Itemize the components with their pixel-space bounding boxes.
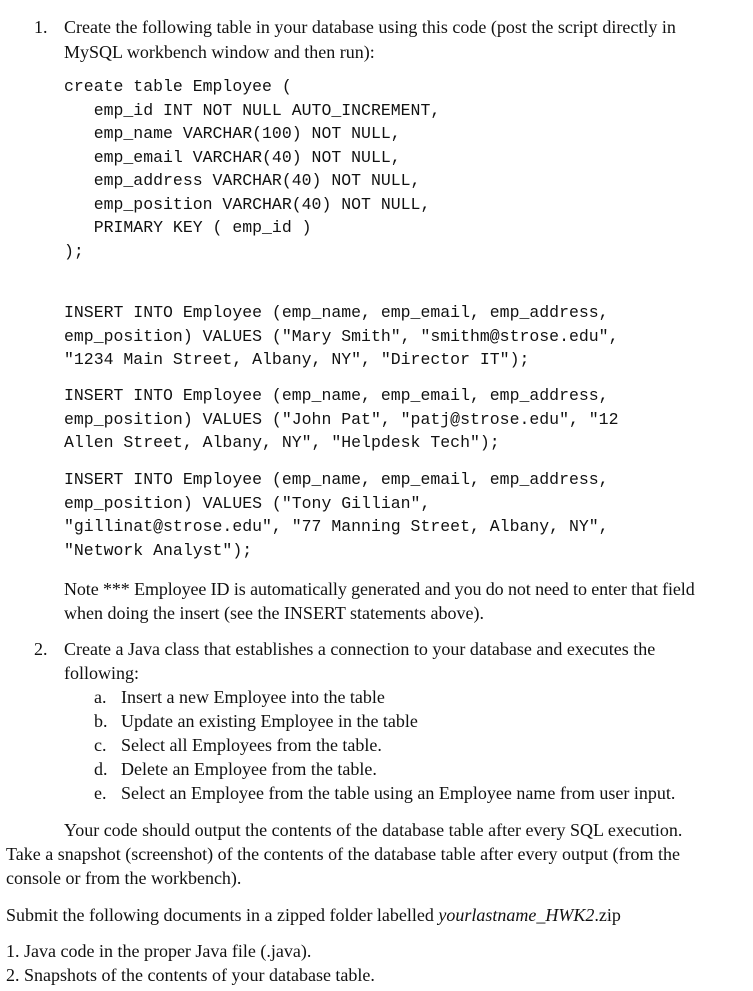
create-table-code-block <box>64 75 440 263</box>
code-line: emp_id INT NOT NULL AUTO_INCREMENT, <box>64 100 441 120</box>
code-line: INSERT INTO Employee (emp_name, emp_email, emp_address, <box>64 386 609 405</box>
submit-item-1: 1. Java code in the proper Java file (.java). <box>6 941 312 961</box>
code-line: Allen Street, Albany, NY", "Helpdesk Tech"); <box>64 433 500 452</box>
code-line: "gillinat@strose.edu", "77 Manning Street, Albany, NY", <box>64 517 609 536</box>
code-line: ); <box>64 241 84 261</box>
submit-filename: yourlastname_HWK2 <box>438 905 595 925</box>
code-line: emp_position VARCHAR(40) NOT NULL, <box>64 194 431 214</box>
code-line: emp_position) VALUES ("Tony Gillian", <box>64 493 431 513</box>
list-item-text: Delete an Employee from the table. <box>121 759 377 779</box>
question-1-line-1: Create the following table in your database using this code (post the script directly in <box>64 17 676 37</box>
submit-item-2: 2. Snapshots of the contents of your database table. <box>6 965 375 985</box>
output-line-2: Take a snapshot (screenshot) of the contents of the database table after every output (from the <box>6 844 680 864</box>
list-item-text: Select an Employee from the table using an Employee name from user input. <box>121 783 676 803</box>
question-2-line-1: Create a Java class that establishes a connection to your database and executes the <box>64 639 656 659</box>
code-line: INSERT INTO Employee (emp_name, emp_email, emp_address, <box>64 470 609 489</box>
submit-instructions <box>6 903 621 927</box>
code-line: emp_name VARCHAR(100) NOT NULL, <box>64 124 401 143</box>
code-line: INSERT INTO Employee (emp_name, emp_email, emp_address, <box>64 303 609 322</box>
list-item-text: Select all Employees from the table. <box>121 735 382 755</box>
list-item-letter: b. <box>94 711 108 731</box>
submit-suffix: .zip <box>594 905 621 925</box>
question-2-number: 2. <box>34 639 48 659</box>
code-line: "Network Analyst"); <box>64 540 253 560</box>
submit-prefix: Submit the following documents in a zipped folder labelled <box>6 905 439 925</box>
note-line-2: when doing the insert (see the INSERT statements above). <box>64 603 484 623</box>
list-item-letter: d. <box>94 759 108 779</box>
insert-statement-2 <box>64 384 619 455</box>
output-line-3: console or from the workbench). <box>6 868 242 888</box>
list-item-letter: c. <box>94 735 107 755</box>
code-line: create table Employee ( <box>64 77 292 96</box>
list-item-text: Update an existing Employee in the table <box>121 711 418 731</box>
output-line-1: Your code should output the contents of the database table after every SQL execution. <box>64 820 683 840</box>
code-line: emp_position) VALUES ("Mary Smith", "smithm@strose.edu", <box>64 326 619 346</box>
code-line: PRIMARY KEY ( emp_id ) <box>64 218 312 237</box>
code-line: "1234 Main Street, Albany, NY", "Director IT"); <box>64 350 530 369</box>
code-line: emp_address VARCHAR(40) NOT NULL, <box>64 171 421 190</box>
insert-statement-1 <box>64 301 619 372</box>
insert-statement-3 <box>64 468 609 562</box>
code-line: emp_position) VALUES ("John Pat", "patj@strose.edu", "12 <box>64 409 619 429</box>
question-2-line-2: following: <box>64 663 139 683</box>
list-item-letter: a. <box>94 687 107 707</box>
note-line-1: Note *** Employee ID is automatically generated and you do not need to enter that field <box>64 579 695 599</box>
question-1-line-2: MySQL workbench window and then run): <box>64 42 375 62</box>
question-1-number: 1. <box>34 17 48 37</box>
code-line: emp_email VARCHAR(40) NOT NULL, <box>64 147 401 167</box>
list-item-text: Insert a new Employee into the table <box>121 687 385 707</box>
list-item-letter: e. <box>94 783 107 803</box>
